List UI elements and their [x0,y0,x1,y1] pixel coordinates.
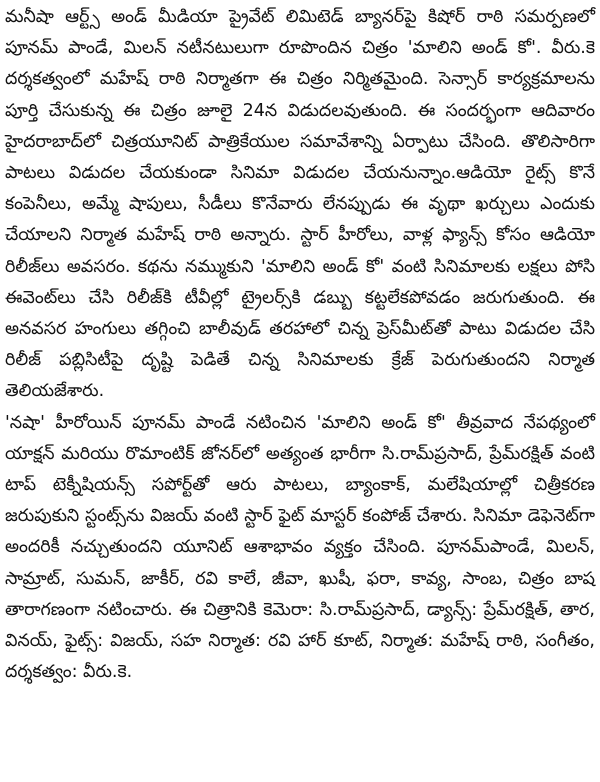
article-body [5,2,595,688]
article-paragraph-intro: మనీషా ఆర్ట్స్ అండ్ మీడియా ప్రైవేట్ లిమిటెడ్ బ్యానర్‌పై కిషోర్ రాఠి సమర్పణలో పూనమ్ పాండే, మిలన్ నటీనటులుగా రూపొందిన చిత్రం 'మాలిని అండ్ కో'. వీరు.కె దర్శకత్వంలో మహేష్ రాఠి నిర్మాతగా ఈ చిత్రం నిర్మితమైంది. సెన్సార్ కార్యక్రమాలను పూర్తి చేసుకున్న ఈ చిత్రం జూలై 24న విడుదలవుతుంది. ఈ సందర్భంగా ఆదివారం హైదరాబాద్‌లో చిత్రయూనిట్ పాత్రికేయుల సమావేశాన్ని ఏర్పాటు చేసింది. తొలిసారిగా పాటలు విడుదల చేయకుండా సినిమా విడుదల చేయనున్నాం.ఆడియో రైట్స్ కొనే కంపెనీలు, అమ్మే షాపులు, సీడీలు కొనేవారు లేనప్పుడు ఈ వృథా ఖర్చులు ఎందుకు చేయాలని నిర్మాత మహేష్ రాఠి అన్నారు. స్టార్ హీరోలు, వాళ్ల ఫ్యాన్స్ కోసం ఆడియో రిలీజ్‌లు అవసరం. కథను నమ్ముకుని 'మాలిని అండ్ కో' వంటి సినిమాలకు లక్షలు పోసి ఈవెంట్‌లు చేసి రిలీజ్‌కి టీవీల్లో ట్రైలర్స్‌కి డబ్బు కట్టలేకపోవడం జరుగుతుంది. ఈ అనవసర హంగులు తగ్గించి బాలీవుడ్ తరహాలో చిన్న ప్రెస్‌మీట్‌తో పాటు విడుదల చేసి రిలీజ్ పబ్లిసిటీపై దృష్టి పెడితే చిన్న సినిమాలకు క్రేజ్ పెరుగుతుందని నిర్మాత తెలియజేశారు. [5,7,595,402]
article-paragraph-details: 'నషా' హీరోయిన్ పూనమ్ పాండే నటించిన 'మాలిని అండ్ కో' తీవ్రవాద నేపథ్యంలో యాక్షన్ మరియు రొమాంటిక్ జోనర్‌లో అత్యంత భారీగా సి.రామ్‌ప్రసాద్, ప్రేమ్‌రక్షిత్ వంటి టాప్ టెక్నీషియన్స్ సపోర్ట్‌తో ఆరు పాటలు, బ్యాంకాక్, మలేషియాల్లో చిత్రీకరణ జరుపుకుని స్టంట్స్‌ను విజయ్ వంటి స్టార్ ఫైట్ మాస్టర్ కంపోజ్ చేశారు. సినిమా డెఫెనెట్‌గా అందరికీ నచ్చుతుందని యూనిట్ ఆశాభావం వ్యక్తం చేసింది. పూనమ్‌పాండే, మిలన్, సామ్రాట్, సుమన్, జాకీర్, రవి కాలే, జీవా, ఖుషీ, ఫరా, కావ్య, సాంబ, చిత్రం బాష తారాగణంగా నటించారు. ఈ చిత్రానికి కెమెరా: సి.రామ్‌ప్రసాద్, డ్యాన్స్: ప్రేమ్‌రక్షిత్, తార, వినయ్, ఫైట్స్: విజయ్, సహ నిర్మాత: రవి హార్ కూట్, నిర్మాత: మహేష్ రాఠి, సంగీతం, దర్శకత్వం: వీరు.కె. [5,412,595,683]
